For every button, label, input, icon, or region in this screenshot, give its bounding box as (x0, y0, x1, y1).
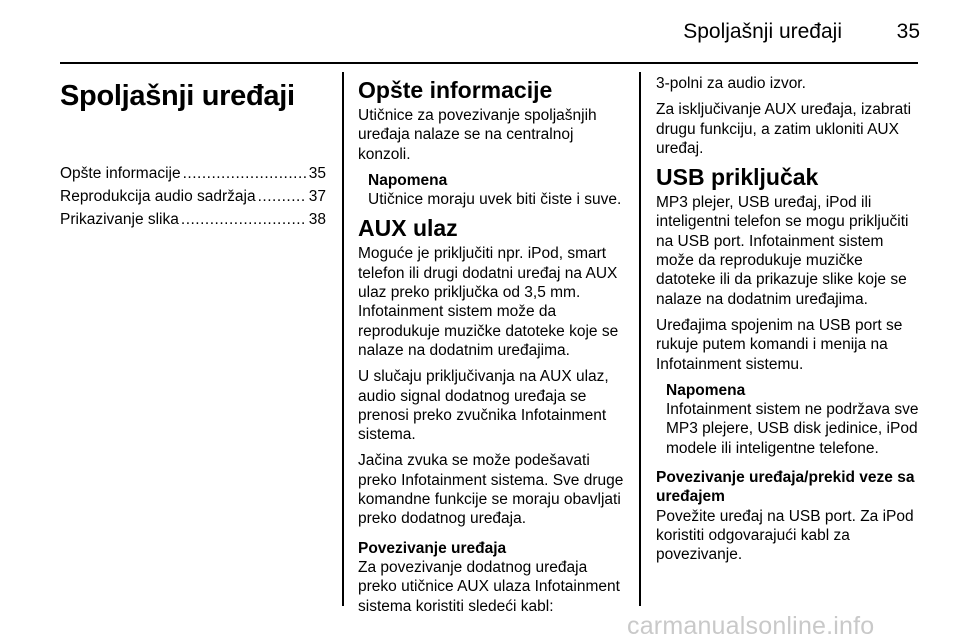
column-2 (358, 74, 626, 623)
toc-page: 37 (308, 187, 326, 205)
paragraph: Uređajima spojenim na USB port se rukuje putem komandi i menija na Infotainment sistemu. (656, 316, 903, 373)
paragraph: Jačina zvuka se može podešavati preko Infotainment sistema. Sve druge komandne funkcije se moraju obavljati preko dodatnog uređaja. (358, 452, 624, 528)
toc-entry[interactable] (60, 210, 326, 229)
note-text: Infotainment sistem ne podržava sve MP3 plejere, USB disk jedinice, iPod modele ili inteligentne telefone. (666, 401, 919, 457)
toc-leader (258, 187, 307, 206)
column-1 (60, 74, 326, 232)
subheading-connect: Povezivanje uređaja (358, 539, 507, 557)
watermark: carmanualsonline.info (627, 612, 875, 640)
note-box (666, 381, 922, 458)
toc-label: Opšte informacije (60, 165, 181, 182)
paragraph: Moguće je priključiti npr. iPod, smart telefon ili drugi dodatni uređaj na AUX ulaz preko priključka od 3,5 mm. Infotainment sistem može da reprodukuje muzičke datoteke koje se nalaze na dodatnim uređajima. (358, 245, 619, 359)
note-label: Napomena (666, 381, 746, 399)
column-divider-1 (342, 72, 344, 606)
toc-leader (181, 210, 307, 229)
paragraph: Za povezivanje dodatnog uređaja preko utičnice AUX ulaza Infotainment sistema koristiti sledeći kabl: (358, 558, 620, 615)
paragraph: 3-polni za audio izvor. (656, 75, 806, 92)
column-3 (656, 74, 922, 572)
page-header (0, 18, 960, 48)
toc-page: 38 (308, 210, 326, 228)
header-title: Spoljašnji uređaji (683, 20, 842, 43)
toc-page: 35 (308, 165, 326, 182)
note-box (368, 171, 626, 210)
column-divider-2 (639, 72, 641, 606)
toc-entry[interactable] (60, 164, 326, 183)
chapter-title: Spoljašnji uređaji (60, 80, 295, 112)
header-rule (60, 62, 918, 64)
section-heading-usb: USB priključak (656, 164, 819, 191)
paragraph: Povežite uređaj na USB port. Za iPod koristiti odgovarajući kabl za povezivanje. (656, 507, 914, 564)
note-label: Napomena (368, 171, 448, 189)
page-number: 35 (896, 20, 920, 43)
section-heading-aux: AUX ulaz (358, 215, 458, 242)
section-heading-general: Opšte informacije (358, 77, 553, 103)
toc-leader (183, 164, 307, 183)
paragraph: U slučaju priključivanja na AUX ulaz, audio signal dodatnog uređaja se prenosi preko zvučnika Infotainment sistema. (358, 368, 609, 444)
toc-entry[interactable] (60, 187, 326, 206)
toc-label: Prikazivanje slika (60, 210, 179, 228)
paragraph: Za isključivanje AUX uređaja, izabrati drugu funkciju, a zatim ukloniti AUX uređaj. (656, 101, 912, 157)
paragraph: Utičnice za povezivanje spoljašnjih uređaja nalaze se na centralnoj konzoli. (358, 107, 597, 163)
note-text: Utičnice moraju uvek biti čiste i suve. (368, 191, 622, 209)
paragraph: MP3 plejer, USB uređaj, iPod ili inteligentni telefon se mogu priključiti na USB port. Infotainment sistem može da reprodukuje muzičke datoteke ili da prikazuje slike koje se nalaze na dodatnim uređajima. (656, 194, 909, 308)
toc-label: Reprodukcija audio sadržaja (60, 187, 256, 205)
subheading-connect-usb: Povezivanje uređaja/prekid veze sa uređajem (656, 469, 915, 506)
